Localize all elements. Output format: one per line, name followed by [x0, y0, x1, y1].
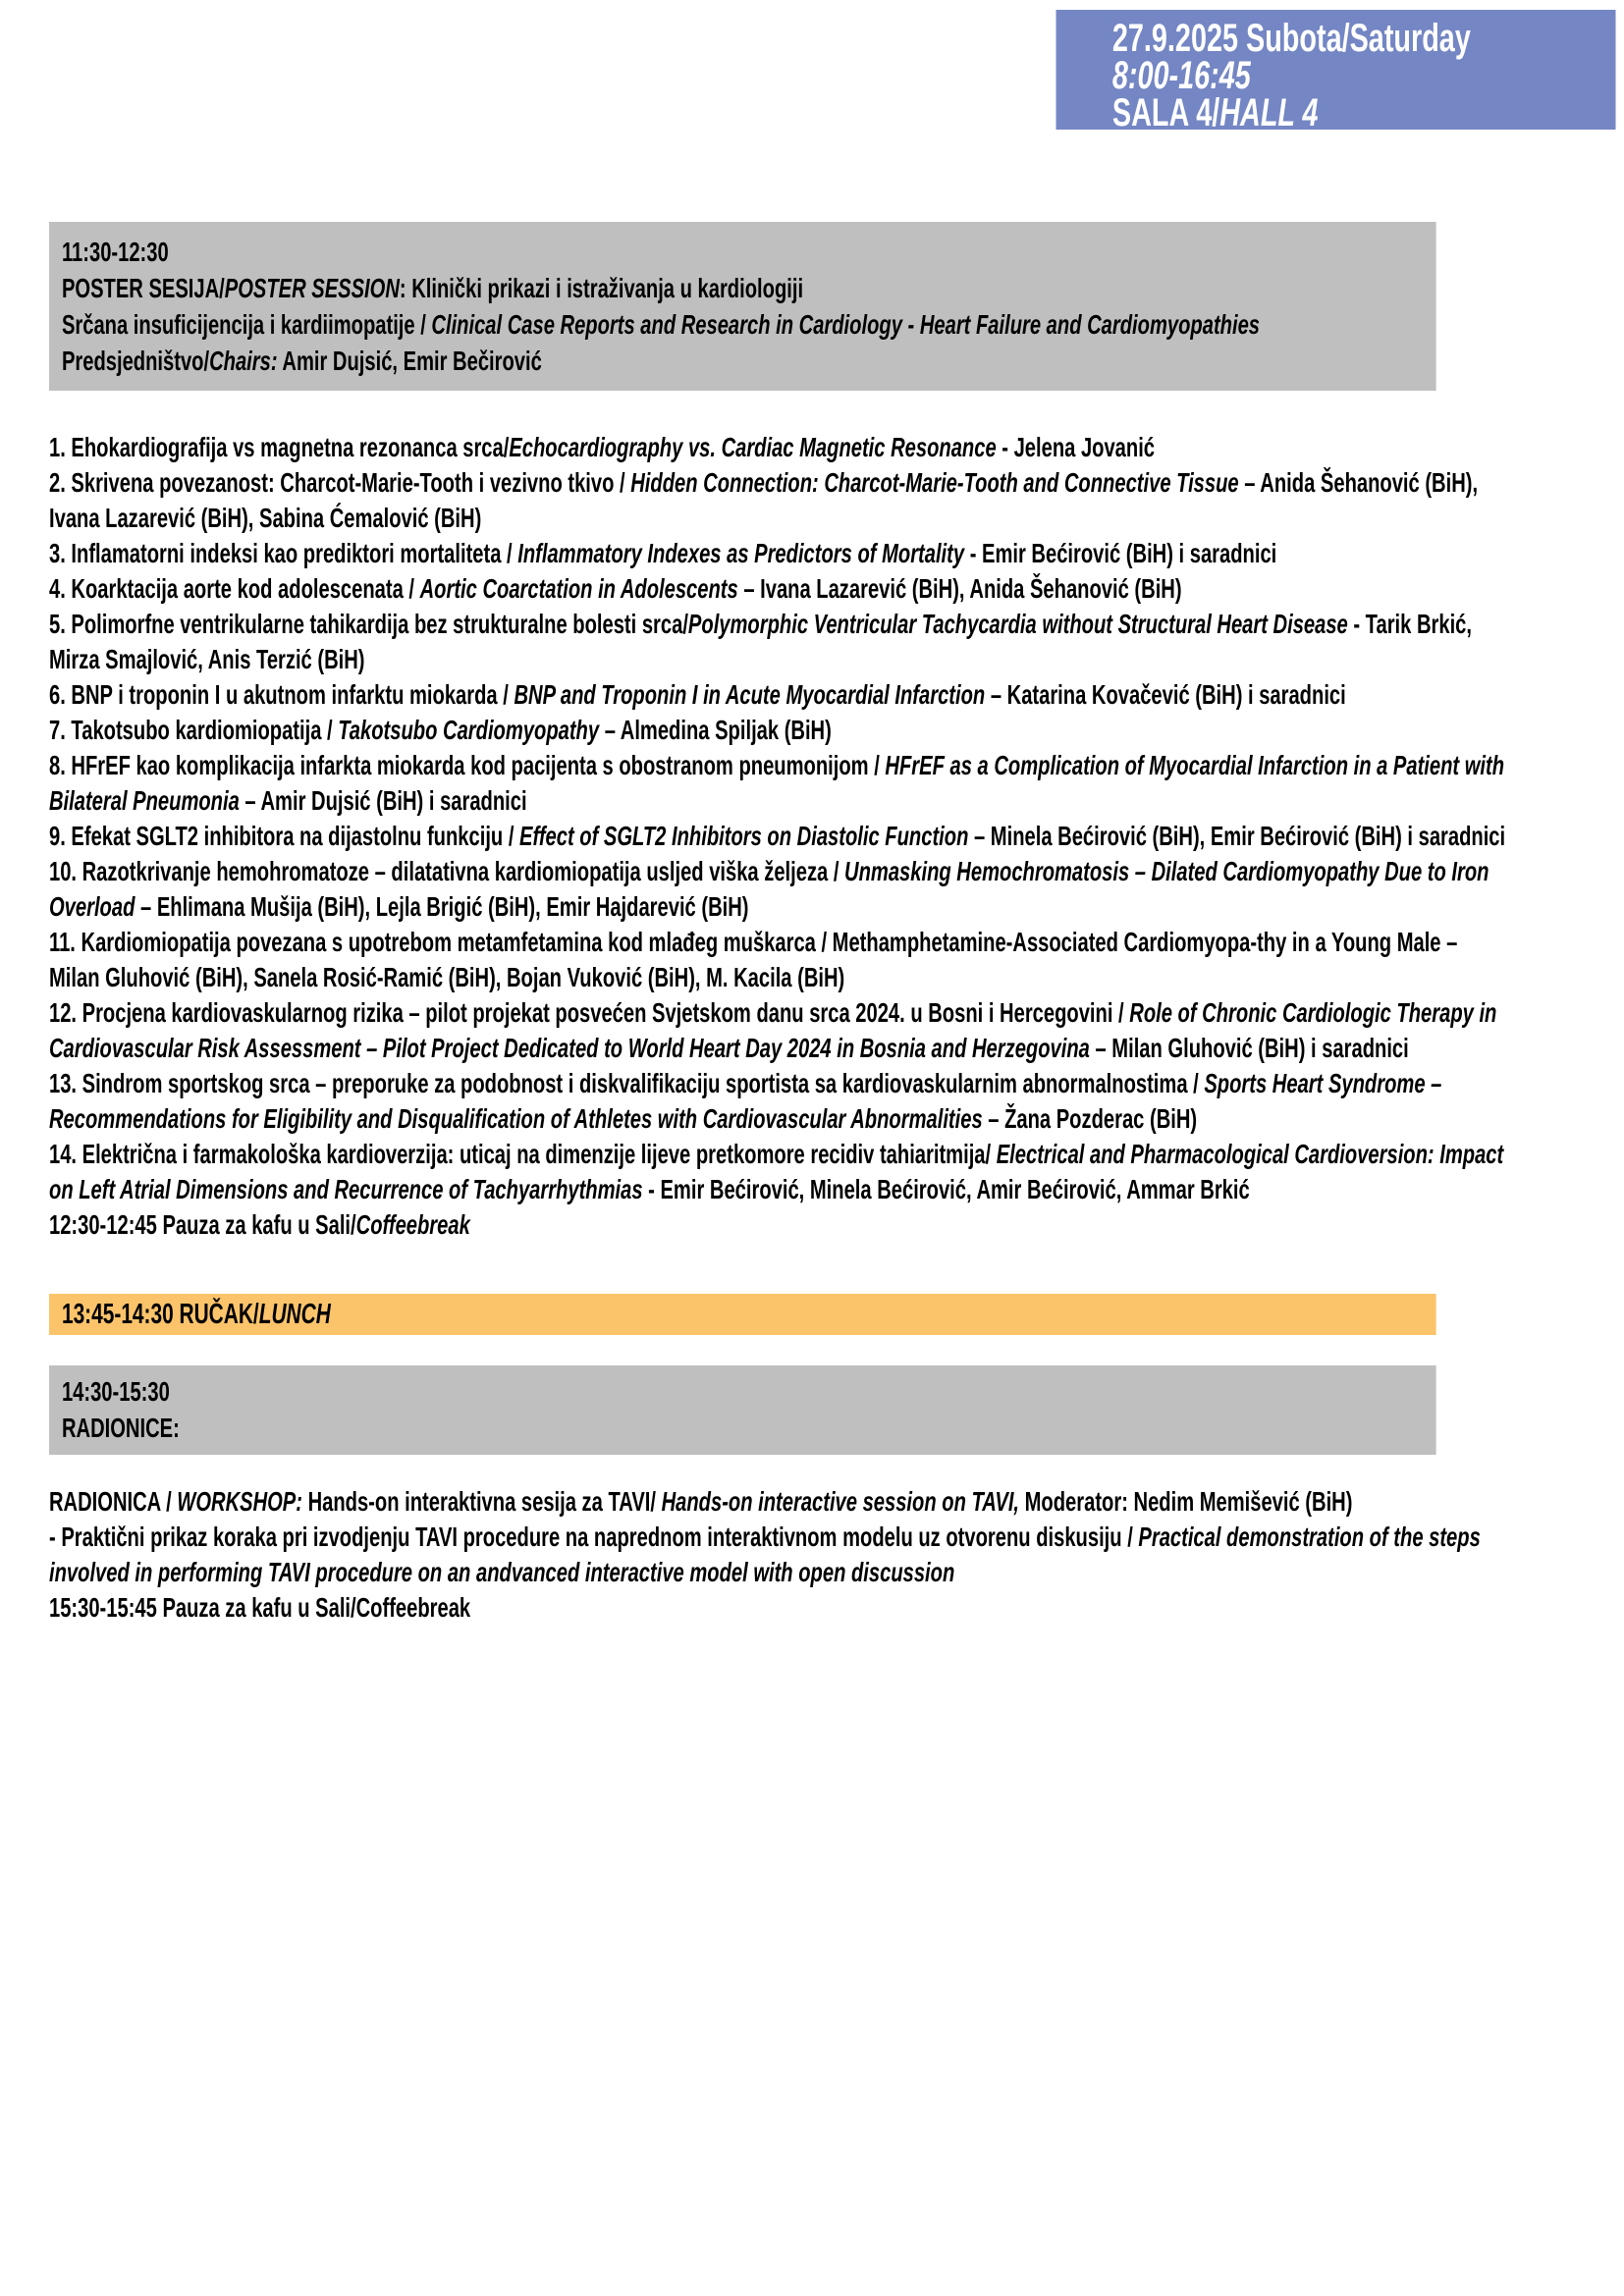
text-segment: 14:30-15:30: [61, 1376, 170, 1407]
workshop-paragraph: [49, 1520, 1512, 1590]
text-segment: 12. Procjena kardiovaskularnog rizika – pilot projekat posvećen Svjetskom danu srca 2024. u Bosni i Hercegovini /: [49, 997, 1130, 1028]
text-segment: - Emir Bećirović, Minela Bećirović, Amir Bećirović, Ammar Brkić: [642, 1174, 1250, 1204]
session-info-box: [1056, 10, 1615, 134]
program-item: [49, 677, 1512, 713]
program-item: [49, 748, 1512, 819]
italic-text-segment: Hands-on interactive session on TAVI,: [661, 1486, 1020, 1517]
italic-text-segment: Role of Chronic Cardiologic Therapy in Cardiovascular Risk Assessment – Pilot Project Dedicated to World Heart Day 2024 in Bosnia and Herzegovina: [49, 997, 1497, 1063]
program-item: [49, 995, 1512, 1066]
session-date: [1111, 17, 1616, 60]
workshops-header: [49, 1365, 1436, 1455]
italic-text-segment: HALL 4: [1219, 91, 1319, 134]
program-item: [49, 854, 1512, 925]
text-segment: 6. BNP i troponin I u akutnom infarktu miokarda /: [49, 679, 514, 710]
text-segment: 1. Ehokardiografija vs magnetna rezonanca srca/: [49, 432, 510, 462]
italic-text-segment: HFrEF as a Complication of Myocardial Infarction in a Patient with Bilateral Pneumonia: [49, 750, 1505, 816]
lunch-bar: [49, 1294, 1436, 1335]
italic-text-segment: LUNCH: [258, 1299, 331, 1330]
italic-text-segment: Electrical and Pharmacological Cardioversion: Impact on Left Atrial Dimensions and Recurrence of Tachyarrhythmias: [49, 1139, 1504, 1204]
program-item: [49, 607, 1512, 677]
text-segment: : Klinički prikazi i istraživanja u kardiologiji: [399, 273, 804, 303]
italic-text-segment: Hidden Connection: Charcot-Marie-Tooth and Connective Tissue: [630, 467, 1239, 498]
lunch-label: [62, 1297, 1424, 1332]
program-item: [49, 713, 1512, 748]
text-segment: – Amir Dujsić (BiH) i saradnici: [239, 785, 527, 816]
text-segment: 14. Električna i farmakološka kardioverzija: uticaj na dimenzije lijeve pretkomore recidiv tahiaritmija/: [49, 1139, 997, 1169]
text-segment: – Ivana Lazarević (BiH), Anida Šehanović (BiH): [737, 573, 1182, 604]
text-segment: - Tarik Brkić, Mirza Smajlović, Anis Terzić (BiH): [49, 609, 1472, 674]
session-hours: [1111, 54, 1616, 97]
text-segment: 7. Takotsubo kardiomiopatija /: [49, 715, 339, 745]
italic-text-segment: Coffeebreak: [355, 1209, 470, 1240]
text-segment: 11:30-12:30: [61, 237, 169, 267]
italic-text-segment: POSTER SESSION: [224, 273, 400, 303]
text-segment: – Minela Bećirović (BiH), Emir Bećirović (BiH) i saradnici: [968, 821, 1506, 851]
text-segment: – Žana Pozderac (BiH): [982, 1103, 1198, 1134]
text-segment: - Jelena Jovanić: [996, 432, 1156, 462]
italic-text-segment: Aortic Coarctation in Adolescents: [419, 573, 738, 604]
text-segment: 13. Sindrom sportskog srca – preporuke za podobnost i diskvalifikaciju sportista sa kardiovaskularnim abnormalnostima /: [49, 1068, 1205, 1098]
text-segment: Hands-on interaktivna sesija za TAVI/: [301, 1486, 662, 1517]
program-item: [49, 430, 1512, 465]
text-segment: SALA 4/: [1111, 91, 1220, 134]
program-item: [49, 1066, 1512, 1137]
poster-session-title: [62, 270, 1424, 306]
italic-text-segment: Clinical Case Reports and Research in Cardiology - Heart Failure and Cardiomyopathies: [431, 309, 1260, 340]
program-list: [49, 430, 1512, 1243]
text-segment: – Ehlimana Mušija (BiH), Lejla Brigić (BiH), Emir Hajdarević (BiH): [135, 891, 749, 922]
italic-text-segment: Chairs:: [209, 346, 278, 376]
program-item: [49, 536, 1512, 571]
text-segment: 5. Polimorfne ventrikularne tahikardija bez strukturalne bolesti srca/: [49, 609, 688, 639]
italic-text-segment: BNP and Troponin I in Acute Myocardial Infarction: [514, 679, 986, 710]
text-segment: 15:30-15:45 Pauza za kafu u Sali/Coffeebreak: [49, 1592, 471, 1623]
text-segment: 27.9.2025 Subota/Saturday: [1111, 17, 1471, 60]
text-segment: Moderator: Nedim Memišević (BiH): [1019, 1486, 1353, 1517]
poster-session-subtitle: [62, 306, 1424, 343]
workshop-section: [49, 1484, 1512, 1626]
text-segment: 12:30-12:45 Pauza za kafu u Sali/: [49, 1209, 356, 1240]
text-segment: 13:45-14:30 RUČAK/: [61, 1299, 259, 1330]
program-item: [49, 571, 1512, 607]
text-segment: Amir Dujsić, Emir Bečirović: [277, 346, 542, 376]
poster-session-time: [62, 234, 1424, 270]
program-item: [49, 819, 1512, 854]
text-segment: – Almedina Spiljak (BiH): [599, 715, 832, 745]
text-segment: 4. Koarktacija aorte kod adolescenata /: [49, 573, 420, 604]
italic-text-segment: Takotsubo Cardiomyopathy: [338, 715, 600, 745]
italic-text-segment: Unmasking Hemochromatosis – Dilated Cardiomyopathy Due to Iron Overload: [49, 856, 1489, 922]
text-segment: 8. HFrEF kao komplikacija infarkta miokarda kod pacijenta s obostranom pneumonijom /: [49, 750, 886, 780]
poster-session-chairs: [62, 343, 1424, 379]
content-column: [49, 0, 1534, 1626]
workshops-label: [62, 1410, 1424, 1446]
italic-text-segment: Inflammatory Indexes as Predictors of Mortality: [517, 538, 965, 568]
text-segment: – Katarina Kovačević (BiH) i saradnici: [985, 679, 1346, 710]
italic-text-segment: Echocardiography vs. Cardiac Magnetic Resonance: [509, 432, 997, 462]
text-segment: Predsjedništvo/: [61, 346, 210, 376]
italic-text-segment: WORKSHOP:: [177, 1486, 302, 1517]
text-segment: 10. Razotkrivanje hemohromatoze – dilatativna kardiomiopatija usljed viška željeza /: [49, 856, 845, 886]
text-segment: 11. Kardiomiopatija povezana s upotrebom metamfetamina kod mlađeg muškarca / Methamphetamine-Associated Cardiomyopa-thy in a Young Male – Milan Gluhović (BiH), Sanela Rosić-Ramić (BiH), Bojan Vuković (BiH), M. Kacila (BiH): [49, 927, 1458, 992]
workshop-paragraph: [49, 1590, 1512, 1626]
text-segment: Srčana insuficijencija i kardiimopatije /: [61, 309, 432, 340]
text-segment: – Anida Šehanović (BiH), Ivana Lazarević (BiH), Sabina Ćemalović (BiH): [49, 467, 1479, 533]
text-segment: 9. Efekat SGLT2 inhibitora na dijastolnu funkciju /: [49, 821, 520, 851]
workshops-time: [62, 1373, 1424, 1410]
program-item: [49, 925, 1512, 995]
text-segment: RADIONICE:: [61, 1413, 180, 1443]
italic-text-segment: Effect of SGLT2 Inhibitors on Diastolic Function: [519, 821, 969, 851]
poster-session-header: [49, 222, 1436, 391]
text-segment: 2. Skrivena povezanost: Charcot-Marie-Tooth i vezivno tkivo /: [49, 467, 631, 498]
text-segment: POSTER SESIJA/: [61, 273, 225, 303]
italic-text-segment: Sports Heart Syndrome – Recommendations for Eligibility and Disqualification of Athletes with Cardiovascular Abnormalities: [49, 1068, 1442, 1134]
program-item: [49, 465, 1512, 536]
italic-text-segment: 8:00-16:45: [1111, 54, 1251, 97]
text-segment: - Praktični prikaz koraka pri izvodjenju TAVI procedure na naprednom interaktivnom modelu uz otvorenu diskusiju /: [49, 1522, 1139, 1552]
program-item: [49, 1137, 1512, 1207]
text-segment: RADIONICA /: [49, 1486, 178, 1517]
workshop-paragraph: [49, 1484, 1512, 1520]
text-segment: 3. Inflamatorni indeksi kao prediktori mortaliteta /: [49, 538, 518, 568]
italic-text-segment: Polymorphic Ventricular Tachycardia without Structural Heart Disease: [687, 609, 1348, 639]
program-item: [49, 1207, 1512, 1243]
session-hall: [1111, 91, 1616, 134]
text-segment: - Emir Bećirović (BiH) i saradnici: [964, 538, 1277, 568]
italic-text-segment: Practical demonstration of the steps involved in performing TAVI procedure on an andvanced interactive model with open discussion: [49, 1522, 1481, 1587]
text-segment: – Milan Gluhović (BiH) i saradnici: [1089, 1033, 1409, 1063]
